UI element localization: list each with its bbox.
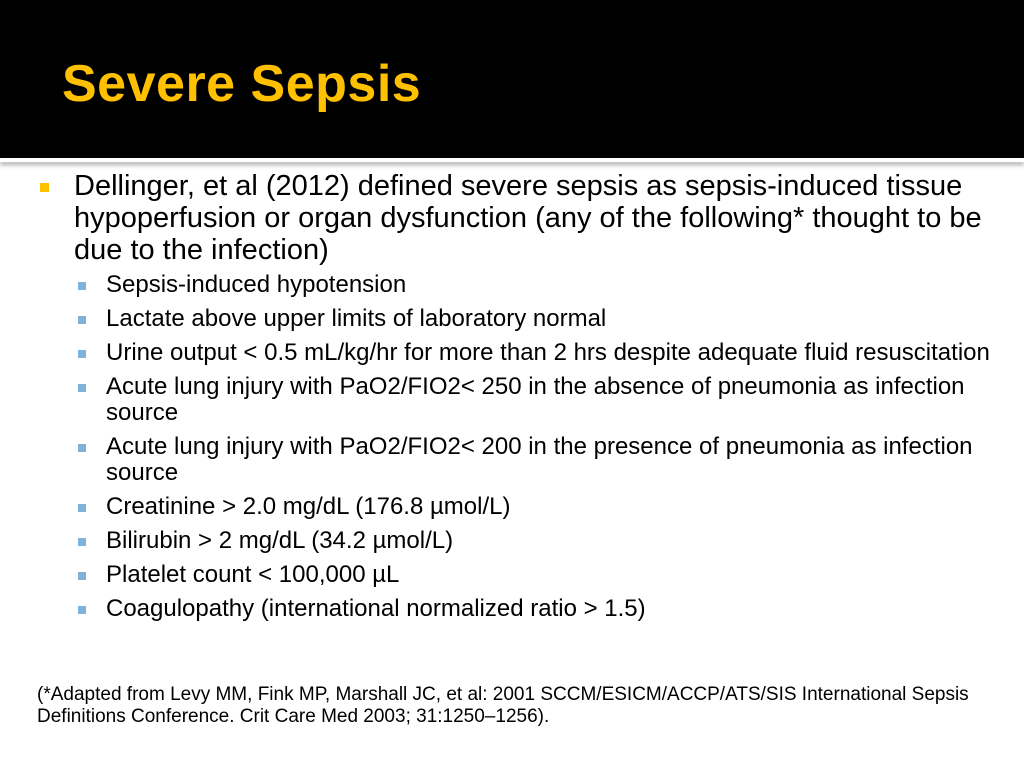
list-item-text: Platelet count < 100,000 µL	[106, 561, 400, 588]
list-item	[106, 374, 1004, 426]
square-bullet-icon	[78, 316, 86, 324]
square-bullet-icon	[78, 504, 86, 512]
list-item	[106, 596, 1004, 622]
list-item	[106, 528, 1004, 554]
list-item-text: Lactate above upper limits of laboratory normal	[106, 305, 607, 332]
main-bullet	[34, 170, 1004, 266]
square-bullet-icon	[78, 282, 86, 290]
list-item	[106, 494, 1004, 520]
slide-body	[34, 170, 1004, 630]
square-bullet-icon	[78, 384, 86, 392]
main-bullet-text: Dellinger, et al (2012) defined severe sepsis as sepsis-induced tissue hypoperfusion or organ dysfunction (any of the following* thought to be due to the infection)	[74, 170, 982, 266]
list-item-text: Coagulopathy (international normalized ratio > 1.5)	[106, 595, 646, 622]
title-divider	[0, 158, 1024, 162]
list-item-text: Creatinine > 2.0 mg/dL (176.8 µmol/L)	[106, 493, 511, 520]
square-bullet-icon	[78, 350, 86, 358]
list-item	[106, 562, 1004, 588]
list-item-text: Urine output < 0.5 mL/kg/hr for more than 2 hrs despite adequate fluid resuscitation	[106, 339, 990, 366]
list-item-text: Bilirubin > 2 mg/dL (34.2 µmol/L)	[106, 527, 454, 554]
square-bullet-icon	[78, 606, 86, 614]
slide-title: Severe Sepsis	[62, 55, 422, 113]
list-item	[106, 340, 1004, 366]
square-bullet-icon	[78, 444, 86, 452]
list-item-text: Sepsis-induced hypotension	[106, 271, 407, 298]
list-item	[106, 434, 1004, 486]
list-item	[106, 306, 1004, 332]
list-item-text: Acute lung injury with PaO2/FIO2< 200 in the presence of pneumonia as infection source	[106, 433, 973, 486]
square-bullet-icon	[40, 183, 49, 192]
list-item	[106, 272, 1004, 298]
square-bullet-icon	[78, 572, 86, 580]
citation-footnote: (*Adapted from Levy MM, Fink MP, Marshall JC, et al: 2001 SCCM/ESICM/ACCP/ATS/SIS International Sepsis Definitions Conference. Crit Care Med 2003; 31:1250–1256).	[37, 684, 969, 727]
list-item-text: Acute lung injury with PaO2/FIO2< 250 in the absence of pneumonia as infection source	[106, 373, 965, 426]
criteria-list	[34, 272, 1004, 622]
square-bullet-icon	[78, 538, 86, 546]
